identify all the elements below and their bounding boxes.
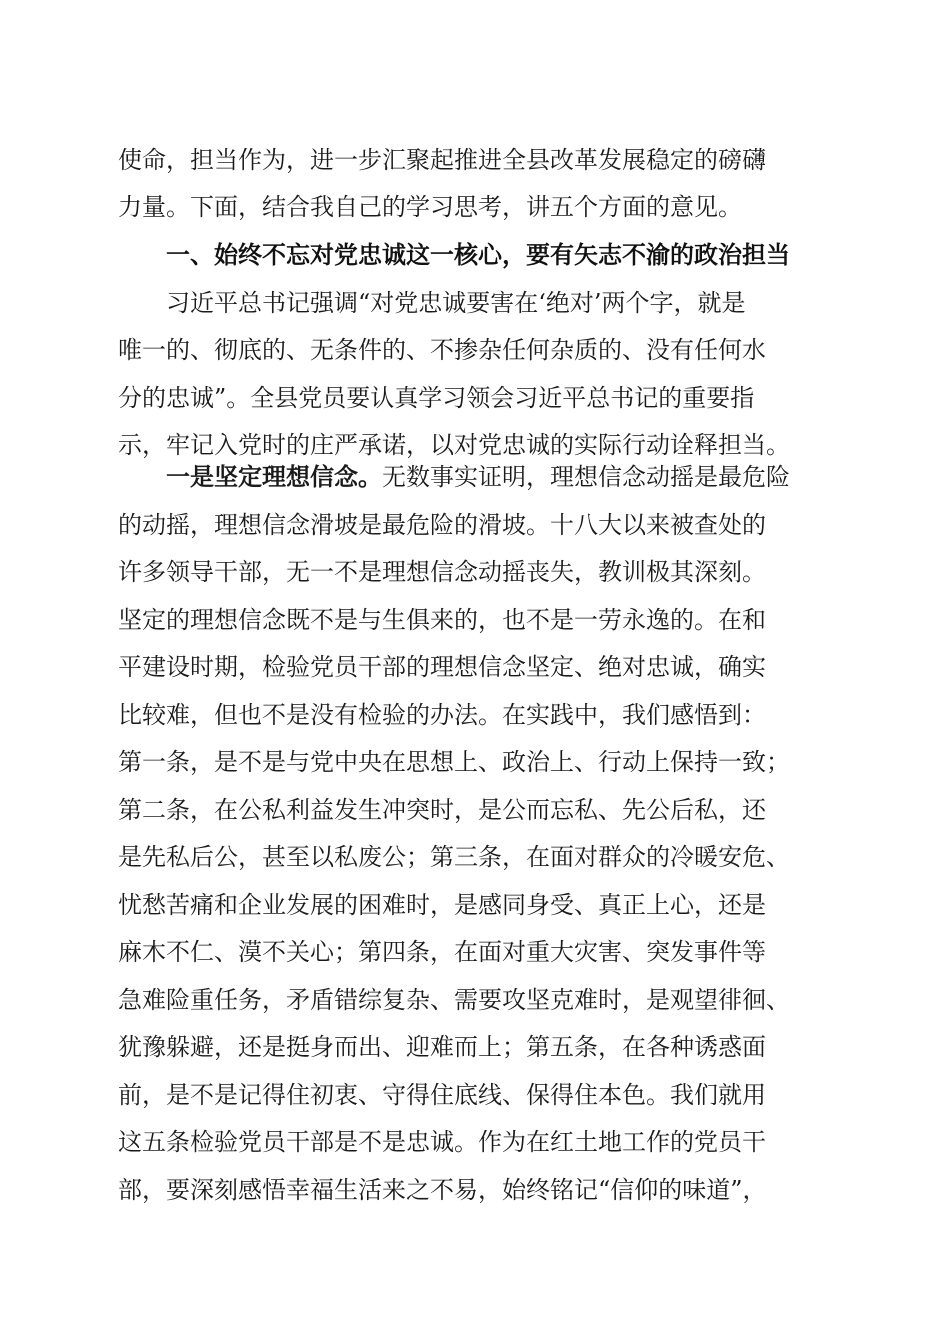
paragraph-line-22: 这五条检验党员干部是不是忠诚。作为在红土地工作的党员干 (118, 1128, 766, 1156)
paragraph-line-13: 比较难，但也不是没有检验的办法。在实践中，我们感悟到： (118, 701, 766, 729)
paragraph-line-15: 第二条，在公私利益发生冲突时，是公而忘私、先公后私，还 (118, 796, 766, 824)
paragraph-line-14: 第一条，是不是与党中央在思想上、政治上、行动上保持一致； (118, 748, 790, 776)
paragraph-line-6: 分的忠诚”。全县党员要认真学习领会习近平总书记的重要指 (118, 384, 755, 412)
paragraph-line-18: 麻木不仁、漠不关心；第四条，在面对重大灾害、突发事件等 (118, 938, 766, 966)
section-heading: 一、始终不忘对党忠诚这一核心，要有矢志不渝的政治担当 (166, 241, 790, 269)
paragraph-line-8 (166, 457, 838, 497)
paragraph-line-7: 示，牢记入党时的庄严承诺，以对党忠诚的实际行动诠释担当。 (118, 431, 790, 459)
paragraph-line-2: 力量。下面，结合我自己的学习思考，讲五个方面的意见。 (118, 193, 742, 221)
lead-in-text: 一是坚定理想信念。 (166, 462, 382, 491)
paragraph-line-8-text: 无数事实证明，理想信念动摇是最危险 (382, 463, 790, 491)
paragraph-line-20: 犹豫躲避，还是挺身而出、迎难而上；第五条，在各种诱惑面 (118, 1033, 766, 1061)
paragraph-line-16: 是先私后公，甚至以私废公；第三条，在面对群众的冷暖安危、 (118, 843, 790, 871)
paragraph-line-19: 急难险重任务，矛盾错综复杂、需要攻坚克难时，是观望徘徊、 (118, 986, 790, 1014)
paragraph-line-11: 坚定的理想信念既不是与生俱来的，也不是一劳永逸的。在和 (118, 606, 766, 634)
paragraph-line-10: 许多领导干部，无一不是理想信念动摇丧失，教训极其深刻。 (118, 558, 766, 586)
paragraph-line-9: 的动摇，理想信念滑坡是最危险的滑坡。十八大以来被查处的 (118, 511, 766, 539)
paragraph-line-12: 平建设时期，检验党员干部的理想信念坚定、绝对忠诚，确实 (118, 653, 766, 681)
paragraph-line-17: 忧愁苦痛和企业发展的困难时，是感同身受、真正上心，还是 (118, 891, 766, 919)
paragraph-line-21: 前，是不是记得住初衷、守得住底线、保得住本色。我们就用 (118, 1081, 766, 1109)
paragraph-line-23: 部，要深刻感悟幸福生活来之不易，始终铭记“信仰的味道”， (118, 1176, 767, 1204)
paragraph-line-5: 唯一的、彻底的、无条件的、不掺杂任何杂质的、没有任何水 (118, 336, 766, 364)
paragraph-line-1: 使命，担当作为，进一步汇聚起推进全县改革发展稳定的磅礴 (118, 146, 766, 174)
paragraph-line-4: 习近平总书记强调“对党忠诚要害在‘绝对’两个字，就是 (166, 289, 746, 317)
